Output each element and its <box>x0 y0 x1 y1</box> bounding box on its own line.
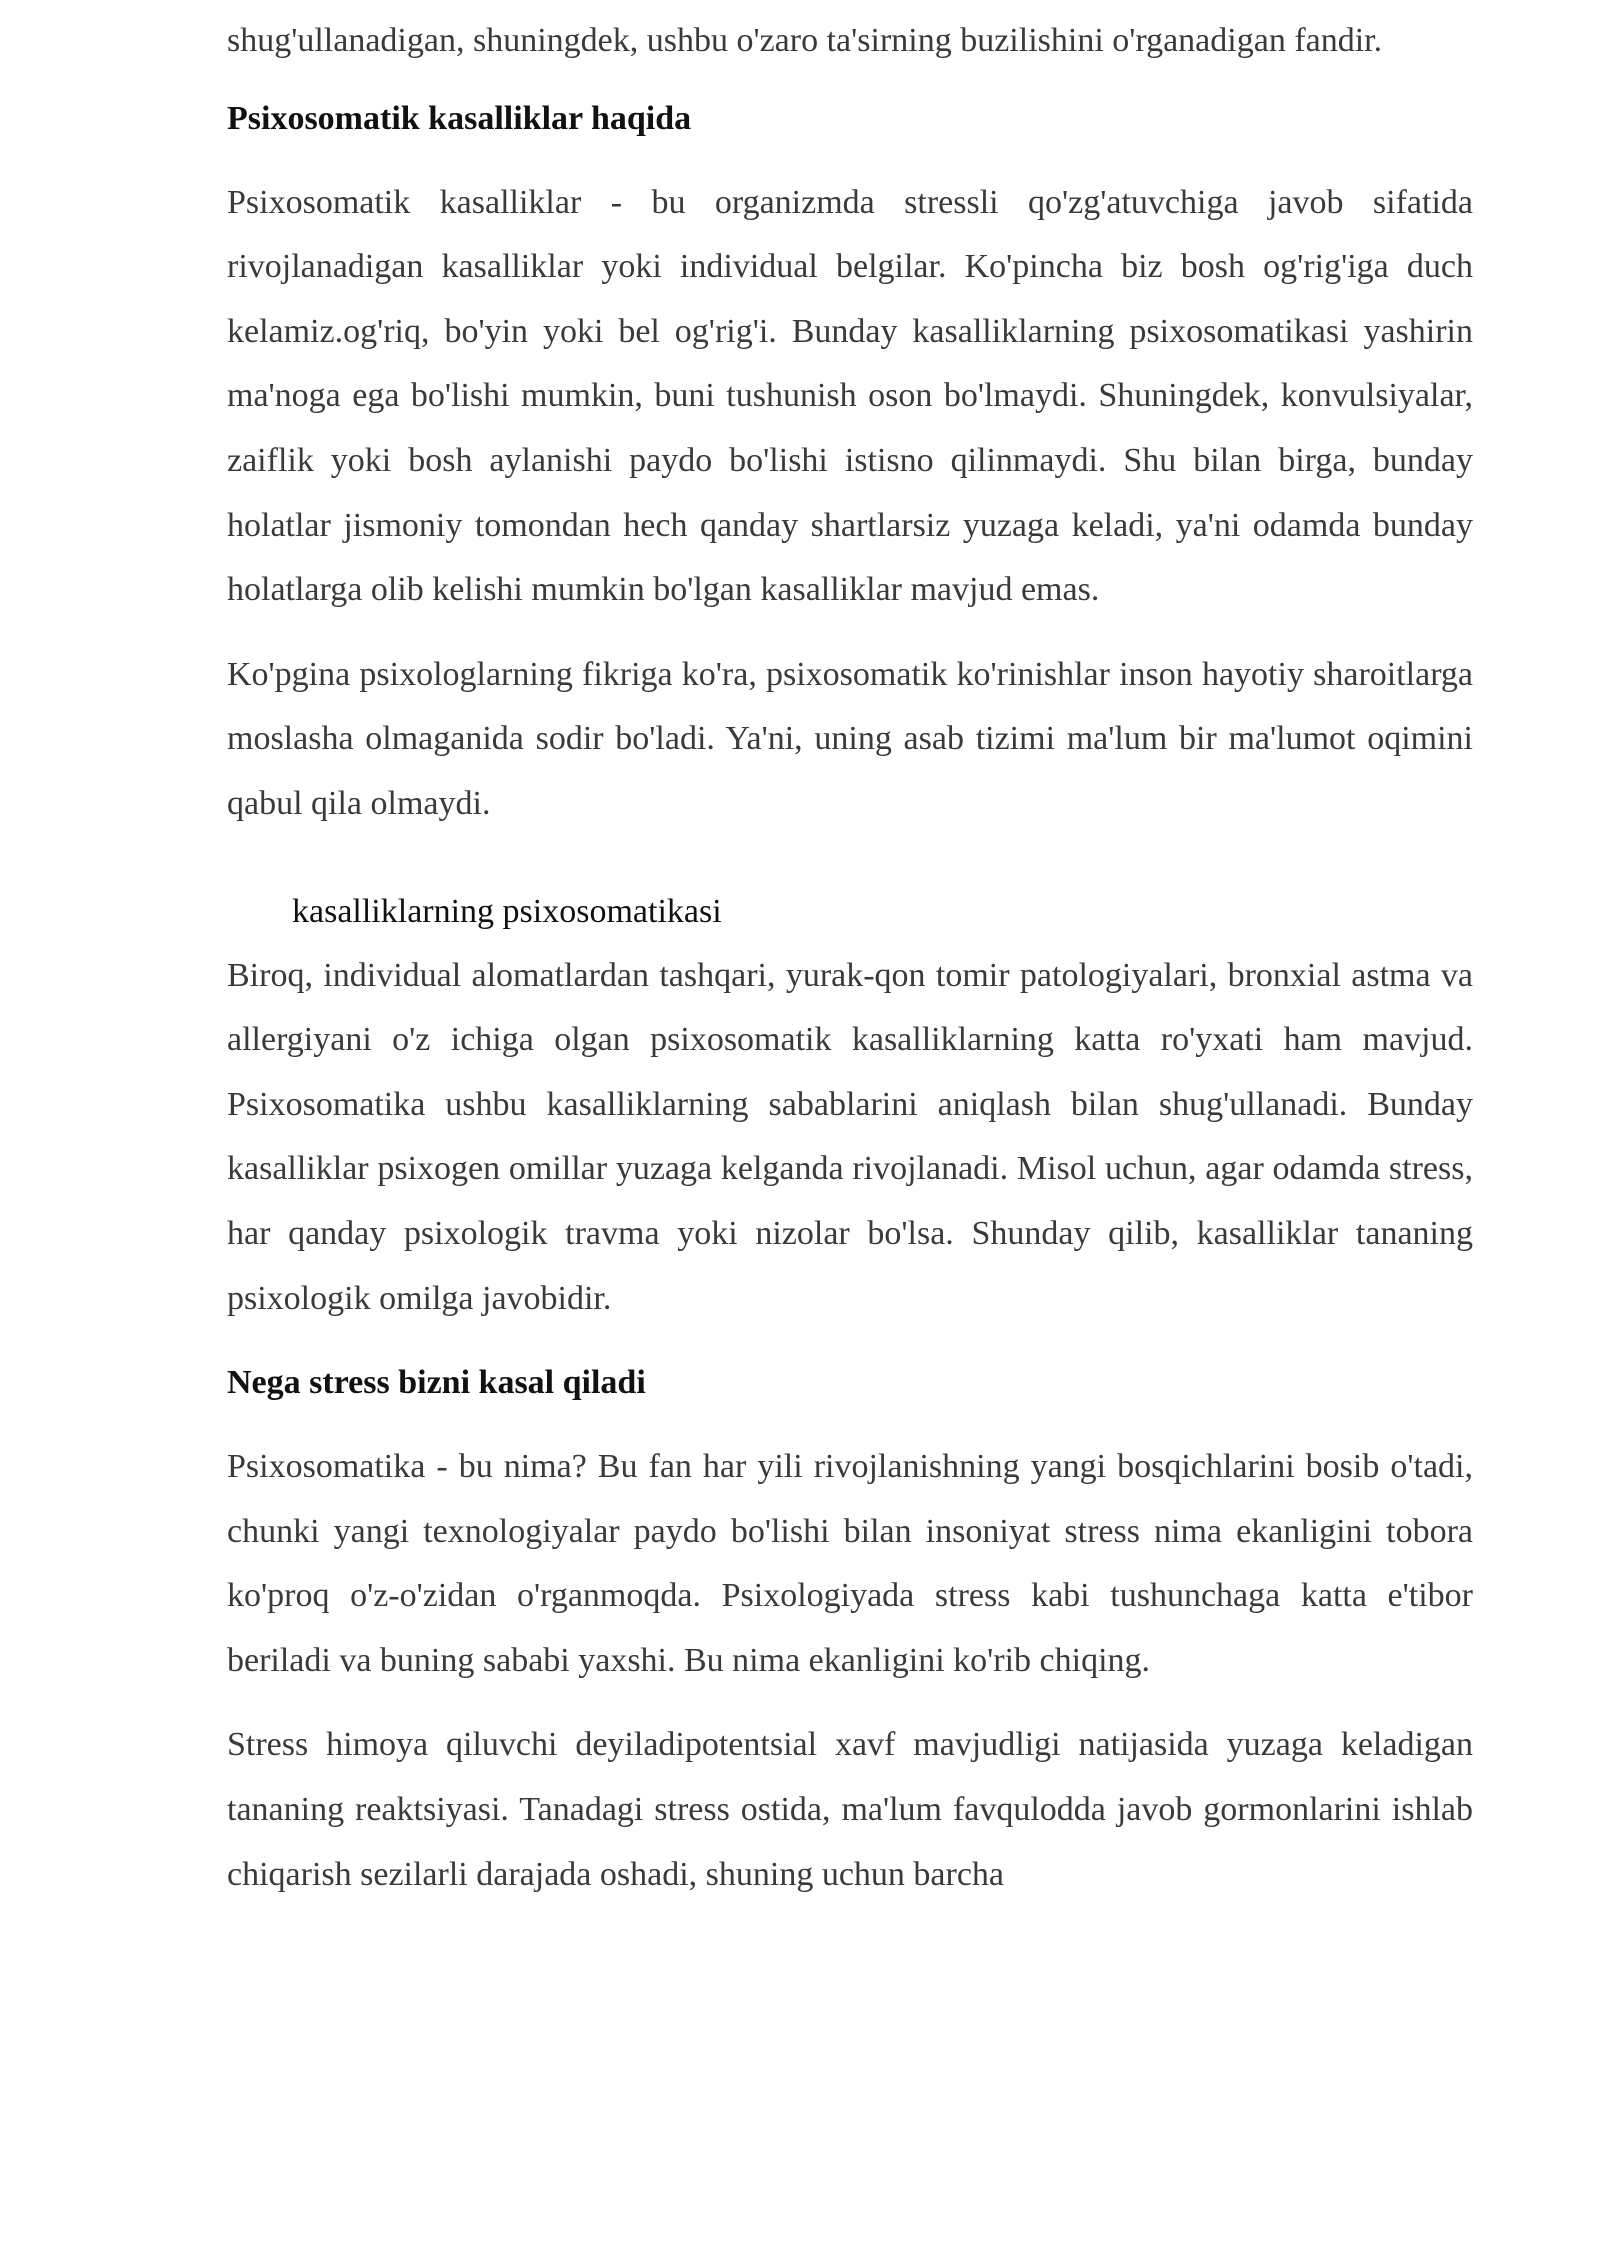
paragraph-disease-list: Biroq, individual alomatlardan tashqari, yurak-qon tomir patologiyalari, bronxial astma va allergiyani o'z ichiga olgan psixosomatik kasalliklarning katta ro'yxati ham mavjud. Psixosomatika ushbu kasalliklarning sabablarini aniqlash bilan shug'ullanadi. Bunday kasalliklar psixogen omillar yuzaga kelganda rivojlanadi. Misol uchun, agar odamda stress, har qanday psixologik travma yoki nizolar bo'lsa. Shunday qilib, kasalliklar tananing psixologik omilga javobidir. <box>227 956 1473 1317</box>
paragraph-psychologists-opinion: Ko'pgina psixologlarning fikriga ko'ra, psixosomatik ko'rinishlar inson hayotiy sharoitlarga moslasha olmaganida sodir bo'ladi. Ya'ni, uning asab tizimi ma'lum bir ma'lumot oqimini qabul qila olmaydi. <box>227 655 1473 822</box>
paragraph-psychosomatic-definition: Psixosomatik kasalliklar - bu organizmda stressli qo'zg'atuvchiga javob sifatida rivojlanadigan kasalliklar yoki individual belgilar. Ko'pincha biz bosh og'rig'iga duch kelamiz.og'riq, bo'yin yoki bel og'rig'i. Bunday kasalliklarning psixosomatikasi yashirin ma'noga ega bo'lishi mumkin, buni tushunish oson bo'lmaydi. Shuningdek, konvulsiyalar, zaiflik yoki bosh aylanishi paydo bo'lishi istisno qilinmaydi. Shu bilan birga, bunday holatlar jismoniy tomondan hech qanday shartlarsiz yuzaga keladi, ya'ni odamda bunday holatlarga olib kelishi mumkin bo'lgan kasalliklar mavjud emas. <box>227 183 1473 609</box>
section-heading-stress: Nega stress bizni kasal qiladi <box>227 1364 646 1402</box>
paragraph-psychosomatics-what: Psixosomatika - bu nima? Bu fan har yili rivojlanishning yangi bosqichlarini bosib o'tadi, chunki yangi texnologiyalar paydo bo'lishi bilan insoniyat stress nima ekanligini tobora ko'proq o'z-o'zidan o'rganmoqda. Psixologiyada stress kabi tushunchaga katta e'tibor beriladi va buning sababi yaxshi. Bu nima ekanligini ko'rib chiqing. <box>227 1448 1473 1679</box>
section-heading-psychosomatic-diseases: Psixosomatik kasalliklar haqida <box>227 99 692 137</box>
document-page <box>227 0 1473 1907</box>
paragraph-stress-definition: Stress himoya qiluvchi deyiladipotentsial xavf mavjudligi natijasida yuzaga keladigan tananing reaktsiyasi. Tanadagi stress ostida, ma'lum favqulodda javob gormonlarini ishlab chiqarish sezilarli darajada oshadi, shuning uchun barcha <box>227 1726 1473 1893</box>
subheading-disease-psychosomatics: kasalliklarning psixosomatikasi <box>292 892 722 930</box>
paragraph-intro: shug'ullanadigan, shuningdek, ushbu o'zaro ta'sirning buzilishini o'rganadigan fandir. <box>227 22 1383 59</box>
